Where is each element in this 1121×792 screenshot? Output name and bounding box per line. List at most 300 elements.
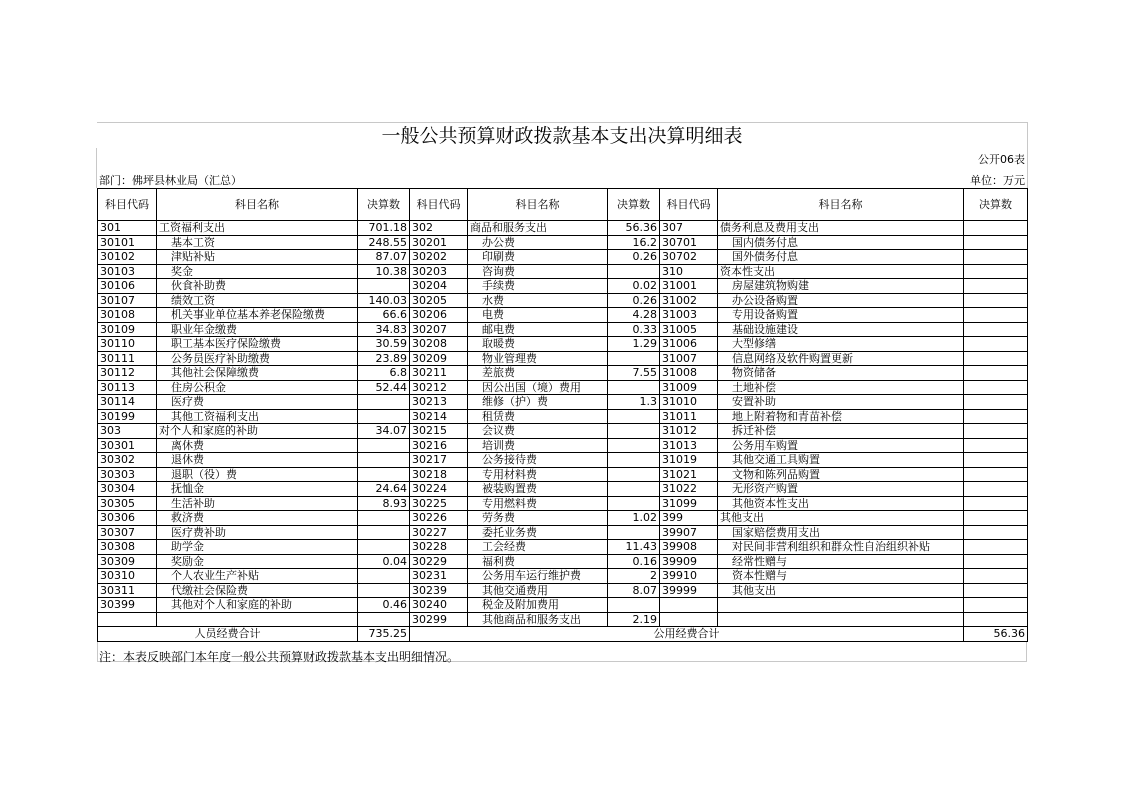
- item-name-cell: 地上附着物和青苗补偿: [718, 409, 964, 424]
- header-cell: 科目代码: [660, 189, 718, 221]
- item-name-cell: 其他支出: [718, 511, 964, 526]
- amount-cell: 24.64: [358, 482, 410, 497]
- table-note: 注：本表反映部门本年度一般公共预算财政拨款基本支出明细情况。: [99, 650, 460, 664]
- amount-cell: [358, 511, 410, 526]
- amount-cell: 30.59: [358, 337, 410, 352]
- item-name-cell: 工资福利支出: [157, 221, 358, 236]
- item-code-cell: [660, 612, 718, 627]
- item-name-cell: 职工基本医疗保险缴费: [157, 337, 358, 352]
- item-code-cell: 30199: [98, 409, 157, 424]
- item-name-cell: 福利费: [468, 554, 608, 569]
- item-code-cell: 31006: [660, 337, 718, 352]
- totals-row: [98, 627, 1028, 642]
- item-code-cell: 30108: [98, 308, 157, 323]
- right-border: [1027, 122, 1028, 188]
- amount-cell: 8.93: [358, 496, 410, 511]
- item-name-cell: 其他对个人和家庭的补助: [157, 598, 358, 613]
- amount-cell: 23.89: [358, 351, 410, 366]
- item-code-cell: 310: [660, 264, 718, 279]
- amount-cell: [964, 322, 1028, 337]
- item-code-cell: 30107: [98, 293, 157, 308]
- amount-cell: [608, 496, 660, 511]
- amount-cell: [964, 496, 1028, 511]
- item-name-cell: 个人农业生产补贴: [157, 569, 358, 584]
- item-code-cell: 30304: [98, 482, 157, 497]
- table-row: [98, 511, 1028, 526]
- item-code-cell: 30212: [410, 380, 468, 395]
- amount-cell: 0.04: [358, 554, 410, 569]
- amount-cell: 0.02: [608, 279, 660, 294]
- amount-cell: [358, 395, 410, 410]
- item-name-cell: 公务用车运行维护费: [468, 569, 608, 584]
- item-name-cell: 津贴补贴: [157, 250, 358, 265]
- amount-cell: [964, 438, 1028, 453]
- item-name-cell: 国家赔偿费用支出: [718, 525, 964, 540]
- form-number: 公开06表: [978, 153, 1025, 166]
- item-name-cell: 其他社会保障缴费: [157, 366, 358, 381]
- department-label: 部门：佛坪县林业局（汇总）: [99, 174, 242, 187]
- amount-cell: [964, 453, 1028, 468]
- amount-cell: [358, 525, 410, 540]
- amount-cell: 1.02: [608, 511, 660, 526]
- amount-cell: 16.2: [608, 235, 660, 250]
- item-name-cell: 生活补助: [157, 496, 358, 511]
- header-cell: 科目名称: [468, 189, 608, 221]
- item-name-cell: [718, 612, 964, 627]
- amount-cell: [608, 453, 660, 468]
- item-name-cell: 代缴社会保险费: [157, 583, 358, 598]
- item-name-cell: 专用材料费: [468, 467, 608, 482]
- amount-cell: 34.07: [358, 424, 410, 439]
- amount-cell: [964, 612, 1028, 627]
- item-name-cell: 商品和服务支出: [468, 221, 608, 236]
- amount-cell: [608, 482, 660, 497]
- item-code-cell: 31021: [660, 467, 718, 482]
- amount-cell: 0.16: [608, 554, 660, 569]
- item-name-cell: [718, 598, 964, 613]
- header-row: [98, 189, 1028, 221]
- table-row: [98, 264, 1028, 279]
- table-row: [98, 322, 1028, 337]
- amount-cell: [964, 409, 1028, 424]
- item-code-cell: 30399: [98, 598, 157, 613]
- item-name-cell: 维修（护）费: [468, 395, 608, 410]
- table-row: [98, 482, 1028, 497]
- amount-cell: [964, 554, 1028, 569]
- item-name-cell: 基本工资: [157, 235, 358, 250]
- item-code-cell: 30311: [98, 583, 157, 598]
- amount-cell: [608, 264, 660, 279]
- header-cell: 决算数: [608, 189, 660, 221]
- amount-cell: 1.29: [608, 337, 660, 352]
- item-code-cell: 31012: [660, 424, 718, 439]
- item-name-cell: 退职（役）费: [157, 467, 358, 482]
- amount-cell: 8.07: [608, 583, 660, 598]
- item-name-cell: 其他交通费用: [468, 583, 608, 598]
- item-code-cell: 30113: [98, 380, 157, 395]
- item-code-cell: 30103: [98, 264, 157, 279]
- item-code-cell: 301: [98, 221, 157, 236]
- item-name-cell: 其他工资福利支出: [157, 409, 358, 424]
- item-name-cell: 住房公积金: [157, 380, 358, 395]
- item-code-cell: 30106: [98, 279, 157, 294]
- item-code-cell: 31013: [660, 438, 718, 453]
- item-code-cell: 30216: [410, 438, 468, 453]
- table-row: [98, 395, 1028, 410]
- item-code-cell: 30205: [410, 293, 468, 308]
- amount-cell: [358, 467, 410, 482]
- item-name-cell: 伙食补助费: [157, 279, 358, 294]
- table-row: [98, 569, 1028, 584]
- item-code-cell: [660, 598, 718, 613]
- amount-cell: 66.6: [358, 308, 410, 323]
- amount-cell: 87.07: [358, 250, 410, 265]
- table-row: [98, 554, 1028, 569]
- item-name-cell: 公务接待费: [468, 453, 608, 468]
- item-code-cell: 30109: [98, 322, 157, 337]
- item-code-cell: 31022: [660, 482, 718, 497]
- item-code-cell: 303: [98, 424, 157, 439]
- item-name-cell: 其他交通工具购置: [718, 453, 964, 468]
- item-name-cell: 安置补助: [718, 395, 964, 410]
- item-name-cell: 办公设备购置: [718, 293, 964, 308]
- table-row: [98, 337, 1028, 352]
- amount-cell: [964, 482, 1028, 497]
- item-code-cell: 30204: [410, 279, 468, 294]
- item-code-cell: 31011: [660, 409, 718, 424]
- item-name-cell: 拆迁补偿: [718, 424, 964, 439]
- amount-cell: 4.28: [608, 308, 660, 323]
- amount-cell: [608, 351, 660, 366]
- item-code-cell: 30206: [410, 308, 468, 323]
- header-cell: 决算数: [964, 189, 1028, 221]
- amount-cell: [964, 264, 1028, 279]
- item-name-cell: 培训费: [468, 438, 608, 453]
- item-name-cell: 离休费: [157, 438, 358, 453]
- item-name-cell: 救济费: [157, 511, 358, 526]
- item-code-cell: 31009: [660, 380, 718, 395]
- item-name-cell: 绩效工资: [157, 293, 358, 308]
- amount-cell: [358, 540, 410, 555]
- amount-cell: 0.46: [358, 598, 410, 613]
- item-code-cell: 30203: [410, 264, 468, 279]
- item-name-cell: 因公出国（境）费用: [468, 380, 608, 395]
- amount-cell: 0.26: [608, 250, 660, 265]
- item-name-cell: 土地补偿: [718, 380, 964, 395]
- public-total-value: 56.36: [964, 627, 1028, 642]
- item-code-cell: 302: [410, 221, 468, 236]
- item-name-cell: 水费: [468, 293, 608, 308]
- item-name-cell: 其他商品和服务支出: [468, 612, 608, 627]
- item-code-cell: 30102: [98, 250, 157, 265]
- item-code-cell: 30231: [410, 569, 468, 584]
- item-name-cell: 文物和陈列品购置: [718, 467, 964, 482]
- item-code-cell: 31019: [660, 453, 718, 468]
- header-cell: 科目名称: [157, 189, 358, 221]
- amount-cell: 1.3: [608, 395, 660, 410]
- item-code-cell: 30202: [410, 250, 468, 265]
- item-code-cell: 30101: [98, 235, 157, 250]
- item-code-cell: 30307: [98, 525, 157, 540]
- item-code-cell: 30302: [98, 453, 157, 468]
- item-name-cell: 电费: [468, 308, 608, 323]
- item-code-cell: 30306: [98, 511, 157, 526]
- amount-cell: 10.38: [358, 264, 410, 279]
- table-row: [98, 598, 1028, 613]
- amount-cell: [964, 583, 1028, 598]
- item-name-cell: 退休费: [157, 453, 358, 468]
- header-cell: 决算数: [358, 189, 410, 221]
- item-name-cell: 税金及附加费用: [468, 598, 608, 613]
- item-code-cell: [98, 612, 157, 627]
- item-code-cell: 31001: [660, 279, 718, 294]
- amount-cell: [608, 409, 660, 424]
- amount-cell: 0.33: [608, 322, 660, 337]
- header-cell: 科目名称: [718, 189, 964, 221]
- item-code-cell: 30239: [410, 583, 468, 598]
- amount-cell: [964, 511, 1028, 526]
- item-name-cell: 取暖费: [468, 337, 608, 352]
- item-name-cell: 物业管理费: [468, 351, 608, 366]
- item-name-cell: 专用设备购置: [718, 308, 964, 323]
- item-code-cell: 39910: [660, 569, 718, 584]
- personnel-total-label: 人员经费合计: [98, 627, 358, 642]
- amount-cell: 56.36: [608, 221, 660, 236]
- unit-label: 单位：万元: [970, 174, 1025, 187]
- item-code-cell: 399: [660, 511, 718, 526]
- table-row: [98, 525, 1028, 540]
- item-code-cell: 30112: [98, 366, 157, 381]
- amount-cell: 7.55: [608, 366, 660, 381]
- amount-cell: [608, 380, 660, 395]
- table-row: [98, 409, 1028, 424]
- personnel-total-value: 735.25: [358, 627, 410, 642]
- item-code-cell: 30201: [410, 235, 468, 250]
- table-row: [98, 235, 1028, 250]
- amount-cell: 248.55: [358, 235, 410, 250]
- item-code-cell: 30228: [410, 540, 468, 555]
- item-name-cell: 大型修缮: [718, 337, 964, 352]
- table-row: [98, 308, 1028, 323]
- item-name-cell: 工会经费: [468, 540, 608, 555]
- item-name-cell: 手续费: [468, 279, 608, 294]
- amount-cell: [964, 221, 1028, 236]
- item-name-cell: 租赁费: [468, 409, 608, 424]
- amount-cell: 0.26: [608, 293, 660, 308]
- item-code-cell: 30305: [98, 496, 157, 511]
- item-name-cell: 对个人和家庭的补助: [157, 424, 358, 439]
- amount-cell: [964, 308, 1028, 323]
- public-total-label: 公用经费合计: [410, 627, 964, 642]
- table-row: [98, 221, 1028, 236]
- item-code-cell: 30303: [98, 467, 157, 482]
- amount-cell: 140.03: [358, 293, 410, 308]
- item-name-cell: 会议费: [468, 424, 608, 439]
- amount-cell: 6.8: [358, 366, 410, 381]
- item-code-cell: 31003: [660, 308, 718, 323]
- item-code-cell: 39908: [660, 540, 718, 555]
- left-border: [96, 148, 97, 188]
- amount-cell: [964, 540, 1028, 555]
- item-name-cell: 公务用车购置: [718, 438, 964, 453]
- item-code-cell: 30211: [410, 366, 468, 381]
- item-code-cell: 31099: [660, 496, 718, 511]
- amount-cell: 34.83: [358, 322, 410, 337]
- table-row: [98, 583, 1028, 598]
- item-code-cell: 31005: [660, 322, 718, 337]
- item-code-cell: 31010: [660, 395, 718, 410]
- item-code-cell: 30209: [410, 351, 468, 366]
- table-row: [98, 293, 1028, 308]
- item-name-cell: 基础设施建设: [718, 322, 964, 337]
- item-code-cell: 30301: [98, 438, 157, 453]
- table-row: [98, 453, 1028, 468]
- expenditure-table: [97, 188, 1028, 642]
- amount-cell: [358, 279, 410, 294]
- amount-cell: [964, 424, 1028, 439]
- amount-cell: [358, 612, 410, 627]
- item-name-cell: 对民间非营利组织和群众性自治组织补贴: [718, 540, 964, 555]
- item-name-cell: 医疗费: [157, 395, 358, 410]
- item-code-cell: 31007: [660, 351, 718, 366]
- item-code-cell: 30214: [410, 409, 468, 424]
- header-cell: 科目代码: [98, 189, 157, 221]
- item-code-cell: 30309: [98, 554, 157, 569]
- item-name-cell: 办公费: [468, 235, 608, 250]
- item-code-cell: 30310: [98, 569, 157, 584]
- item-code-cell: 30701: [660, 235, 718, 250]
- amount-cell: 11.43: [608, 540, 660, 555]
- amount-cell: [358, 569, 410, 584]
- item-code-cell: 30217: [410, 453, 468, 468]
- item-name-cell: 印刷费: [468, 250, 608, 265]
- item-code-cell: 30114: [98, 395, 157, 410]
- amount-cell: 52.44: [358, 380, 410, 395]
- item-code-cell: 30215: [410, 424, 468, 439]
- amount-cell: [964, 337, 1028, 352]
- table-row: [98, 467, 1028, 482]
- table-row: [98, 496, 1028, 511]
- amount-cell: [358, 453, 410, 468]
- item-name-cell: 国内债务付息: [718, 235, 964, 250]
- item-name-cell: 债务利息及费用支出: [718, 221, 964, 236]
- amount-cell: [964, 279, 1028, 294]
- item-code-cell: 30240: [410, 598, 468, 613]
- item-name-cell: 医疗费补助: [157, 525, 358, 540]
- amount-cell: 2.19: [608, 612, 660, 627]
- amount-cell: [964, 395, 1028, 410]
- item-name-cell: 助学金: [157, 540, 358, 555]
- item-name-cell: [157, 612, 358, 627]
- item-code-cell: 30224: [410, 482, 468, 497]
- item-code-cell: 30308: [98, 540, 157, 555]
- amount-cell: [964, 380, 1028, 395]
- header-cell: 科目代码: [410, 189, 468, 221]
- amount-cell: [964, 569, 1028, 584]
- item-name-cell: 房屋建筑物购建: [718, 279, 964, 294]
- item-code-cell: 30111: [98, 351, 157, 366]
- item-code-cell: 31002: [660, 293, 718, 308]
- item-name-cell: 公务员医疗补助缴费: [157, 351, 358, 366]
- item-code-cell: 39907: [660, 525, 718, 540]
- item-name-cell: 无形资产购置: [718, 482, 964, 497]
- table-row: [98, 424, 1028, 439]
- item-name-cell: 咨询费: [468, 264, 608, 279]
- table-row: [98, 351, 1028, 366]
- item-code-cell: 30229: [410, 554, 468, 569]
- item-name-cell: 信息网络及软件购置更新: [718, 351, 964, 366]
- item-code-cell: 30299: [410, 612, 468, 627]
- amount-cell: [964, 598, 1028, 613]
- item-code-cell: 30213: [410, 395, 468, 410]
- amount-cell: [964, 351, 1028, 366]
- table-row: [98, 438, 1028, 453]
- amount-cell: [964, 293, 1028, 308]
- amount-cell: [964, 467, 1028, 482]
- item-code-cell: 30226: [410, 511, 468, 526]
- item-code-cell: 30218: [410, 467, 468, 482]
- table-row: [98, 540, 1028, 555]
- item-name-cell: 资本性赠与: [718, 569, 964, 584]
- amount-cell: [608, 467, 660, 482]
- item-name-cell: 委托业务费: [468, 525, 608, 540]
- amount-cell: [964, 250, 1028, 265]
- item-code-cell: 30208: [410, 337, 468, 352]
- table-row: [98, 612, 1028, 627]
- report-title: 一般公共预算财政拨款基本支出决算明细表: [381, 125, 743, 147]
- item-name-cell: 专用燃料费: [468, 496, 608, 511]
- item-name-cell: 抚恤金: [157, 482, 358, 497]
- item-code-cell: 31008: [660, 366, 718, 381]
- item-name-cell: 物资储备: [718, 366, 964, 381]
- amount-cell: [358, 409, 410, 424]
- item-name-cell: 邮电费: [468, 322, 608, 337]
- table-row: [98, 380, 1028, 395]
- amount-cell: [358, 438, 410, 453]
- item-name-cell: 机关事业单位基本养老保险缴费: [157, 308, 358, 323]
- item-name-cell: 经常性赠与: [718, 554, 964, 569]
- item-code-cell: 30227: [410, 525, 468, 540]
- item-name-cell: 其他资本性支出: [718, 496, 964, 511]
- amount-cell: [964, 525, 1028, 540]
- item-code-cell: 307: [660, 221, 718, 236]
- table-row: [98, 366, 1028, 381]
- amount-cell: 2: [608, 569, 660, 584]
- amount-cell: [964, 235, 1028, 250]
- item-name-cell: 差旅费: [468, 366, 608, 381]
- item-name-cell: 职业年金缴费: [157, 322, 358, 337]
- item-code-cell: 39909: [660, 554, 718, 569]
- amount-cell: [608, 525, 660, 540]
- item-name-cell: 资本性支出: [718, 264, 964, 279]
- amount-cell: [358, 583, 410, 598]
- item-name-cell: 劳务费: [468, 511, 608, 526]
- amount-cell: [608, 438, 660, 453]
- item-code-cell: 30110: [98, 337, 157, 352]
- amount-cell: [964, 366, 1028, 381]
- amount-cell: 701.18: [358, 221, 410, 236]
- item-code-cell: 30225: [410, 496, 468, 511]
- item-name-cell: 奖励金: [157, 554, 358, 569]
- item-code-cell: 30207: [410, 322, 468, 337]
- item-name-cell: 其他支出: [718, 583, 964, 598]
- item-name-cell: 被装购置费: [468, 482, 608, 497]
- amount-cell: [608, 424, 660, 439]
- amount-cell: [608, 598, 660, 613]
- item-code-cell: 39999: [660, 583, 718, 598]
- item-name-cell: 奖金: [157, 264, 358, 279]
- table-row: [98, 279, 1028, 294]
